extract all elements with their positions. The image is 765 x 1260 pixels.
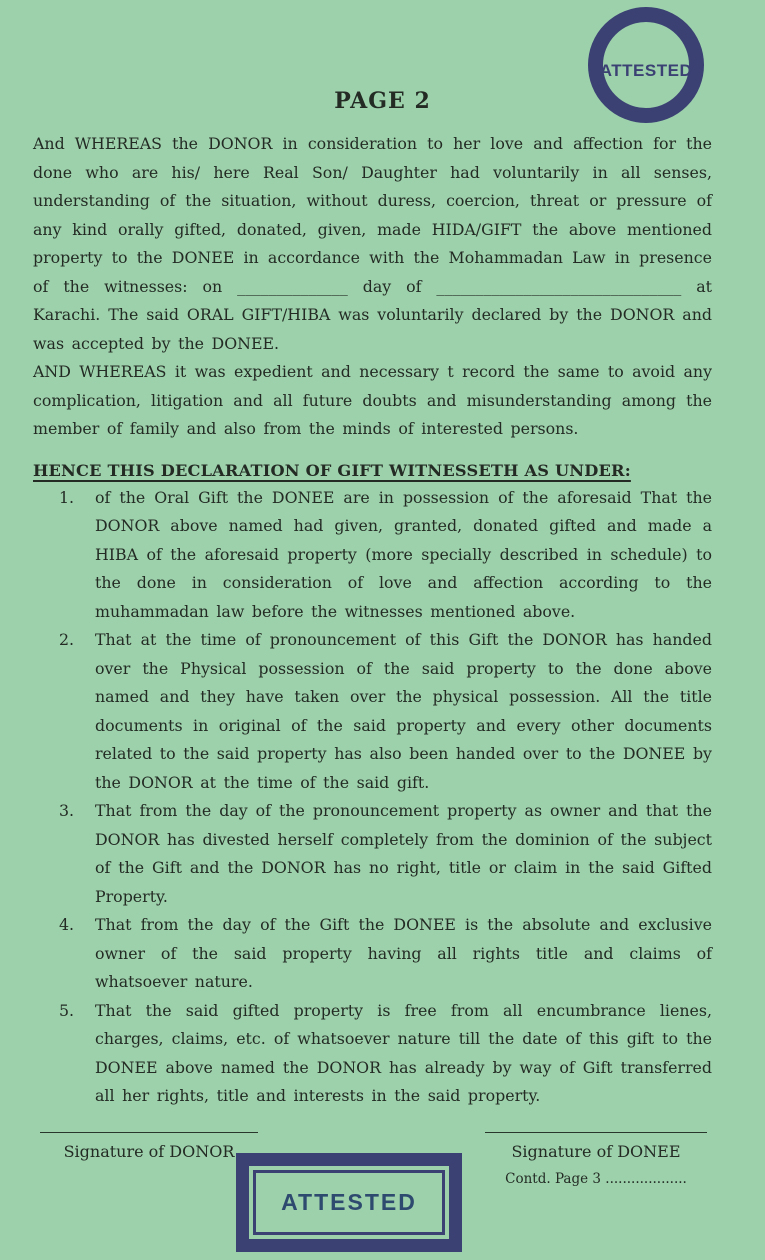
donee-signature-line [485,1132,707,1133]
attested-rect-stamp-label: ATTESTED [281,1189,417,1215]
clause-item-4 [33,911,712,997]
clause-number: 2. [59,630,75,649]
clause-number: 1. [59,487,75,507]
page-title: PAGE 2 [334,88,431,114]
paragraph-whereas-gift: And WHEREAS the DONOR in consideration to her love and affection for the done who are his/ here Real Son/ Daughter had voluntarily in all senses, understanding of the situation, without duress, coercion, threat or pressure of any kind orally gifted, donated, given, made HIDA/GIFT the above mentioned property to the DONEE in accordance with the Mohammadan Law in presence of the witnesses: on ______________ day of _______________________________ at Karachi. The said ORAL GIFT/HIBA was voluntarily declared by the DONOR and was accepted by the DONEE. [33,134,712,353]
clause-number: 4. [59,915,75,934]
declaration-heading: HENCE THIS DECLARATION OF GIFT WITNESSETH AS UNDER: [33,460,631,480]
donor-signature-block [40,1132,258,1161]
clause-text: That at the time of pronouncement of this Gift the DONOR has handed over the Physical possession of the said property to the done above named and they have taken over the physical possession. All the title documents in original of the said property and every other documents related to the said property has also been handed over to the DONEE by the DONOR at the time of the said gift. [95,630,712,792]
attested-circle-stamp-label: ATTESTED [599,61,693,80]
clause-text: That from the day of the pronouncement property as owner and that the DONOR has divested herself completely from the dominion of the subject of the Gift and the DONOR has no right, title or claim in the said Gifted Property. [95,801,712,906]
clause-item-5 [33,997,712,1111]
attested-rect-stamp [236,1153,462,1252]
donor-signature-line [40,1132,258,1133]
attested-rect-stamp-inner [253,1170,445,1235]
contd-note: Contd. Page 3 ................... [505,1171,687,1187]
donor-signature-label: Signature of DONOR [63,1142,235,1161]
clause-text: of the Oral Gift the DONEE are in possession of the aforesaid That the DONOR above named had given, granted, donated gifted and made a HIBA of the aforesaid property (more specially described in schedule) to the done in consideration of love and affection according to the muhammadan law before the witnesses mentioned above. [95,487,712,621]
document-body [33,130,712,1111]
donee-signature-label: Signature of DONEE [511,1142,681,1161]
clause-text: That from the day of the Gift the DONEE is the absolute and exclusive owner of the said property having all rights title and claims of whatsoever nature. [95,915,712,991]
donee-signature-block [485,1132,707,1187]
clause-item-3 [33,797,712,911]
clause-list [33,484,712,1111]
clause-item-1 [33,484,712,627]
clause-text: That the said gifted property is free from all encumbrance lienes, charges, claims, etc. of whatsoever nature till the date of this gift to the DONEE above named the DONOR has already by way of Gift transferred all her rights, title and interests in the said property. [95,1000,712,1105]
paragraph-whereas-record: AND WHEREAS it was expedient and necessary t record the same to avoid any complication, litigation and all future doubts and misunderstanding among the member of family and also from the minds of interested persons. [33,362,712,438]
clause-number: 3. [59,801,75,820]
clause-number: 5. [59,1000,75,1020]
clause-item-2 [33,626,712,797]
